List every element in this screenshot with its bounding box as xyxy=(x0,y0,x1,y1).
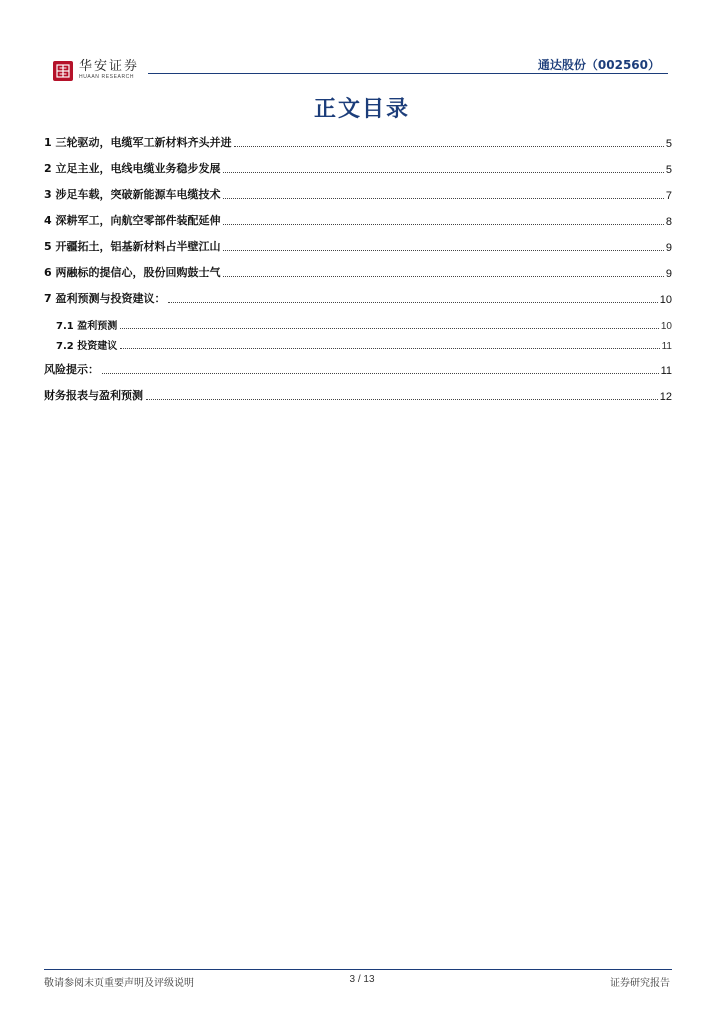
toc-entry-page: 12 xyxy=(659,391,672,403)
toc-entry-title: 1 三轮驱动，电缆军工新材料齐头并进 xyxy=(44,136,232,149)
toc-entry-title: 5 开疆拓土，铝基新材料占半壁江山 xyxy=(44,240,221,253)
toc-entry-page: 10 xyxy=(659,294,672,306)
toc-entry-title: 7.1 盈利预测 xyxy=(56,321,118,332)
toc-entry-page: 11 xyxy=(661,341,672,352)
toc-leader-dots xyxy=(234,146,663,147)
toc-entry-page: 9 xyxy=(665,242,672,254)
toc-leader-dots xyxy=(168,302,657,303)
toc-entry[interactable] xyxy=(44,290,672,306)
toc-entry[interactable] xyxy=(44,212,672,228)
toc-entry[interactable] xyxy=(44,361,672,377)
toc-entry-title: 2 立足主业，电线电缆业务稳步发展 xyxy=(44,162,221,175)
toc-entry-title: 7 盈利预测与投资建议： xyxy=(44,292,166,305)
toc-leader-dots xyxy=(223,250,663,251)
toc-subentry[interactable] xyxy=(56,316,672,332)
footer-disclaimer: 敬请参阅末页重要声明及评级说明 xyxy=(44,978,194,989)
toc-entry-page: 5 xyxy=(665,138,672,150)
page-number: 3 / 13 xyxy=(349,974,375,985)
toc-entry-page: 10 xyxy=(660,321,672,332)
toc-entry-title: 6 两融标的提信心，股份回购鼓士气 xyxy=(44,266,221,279)
toc-leader-dots xyxy=(223,224,663,225)
page-title: 正文目录 xyxy=(313,96,410,122)
footer-divider xyxy=(44,969,672,970)
logo-seal-icon xyxy=(53,61,73,81)
toc-entry-page: 7 xyxy=(665,190,672,202)
toc-leader-dots xyxy=(223,276,663,277)
toc-entry-title: 风险提示： xyxy=(44,363,99,376)
toc-entry[interactable] xyxy=(44,134,672,150)
toc-leader-dots xyxy=(102,373,659,374)
toc-entry[interactable] xyxy=(44,238,672,254)
logo-text-cn: 华安证券 xyxy=(79,59,140,74)
toc-entry-title: 财务报表与盈利预测 xyxy=(44,389,143,402)
toc-entry-page: 8 xyxy=(665,216,672,228)
toc-entry-title: 3 涉足车载，突破新能源车电缆技术 xyxy=(44,188,221,201)
header-divider xyxy=(148,73,668,74)
toc-entry[interactable] xyxy=(44,186,672,202)
toc-entry[interactable] xyxy=(44,387,672,403)
company-logo xyxy=(53,60,139,81)
toc-entry-title: 7.2 投资建议 xyxy=(56,341,118,352)
footer-report-type: 证券研究报告 xyxy=(610,978,670,989)
toc-leader-dots xyxy=(223,172,663,173)
toc-entry-page: 9 xyxy=(665,268,672,280)
toc-entry-page: 5 xyxy=(665,164,672,176)
toc-leader-dots xyxy=(146,399,658,400)
toc-leader-dots xyxy=(120,328,659,329)
toc-entry-page: 11 xyxy=(660,365,672,377)
toc-leader-dots xyxy=(223,198,663,199)
toc-subentry[interactable] xyxy=(56,336,672,352)
toc-leader-dots xyxy=(120,348,659,349)
company-header-title: 通达股份（002560） xyxy=(537,58,660,72)
toc-entry-title: 4 深耕军工，向航空零部件装配延伸 xyxy=(44,214,221,227)
logo-text-en: HUAAN RESEARCH xyxy=(79,74,135,80)
toc-entry[interactable] xyxy=(44,160,672,176)
toc-entry[interactable] xyxy=(44,264,672,280)
